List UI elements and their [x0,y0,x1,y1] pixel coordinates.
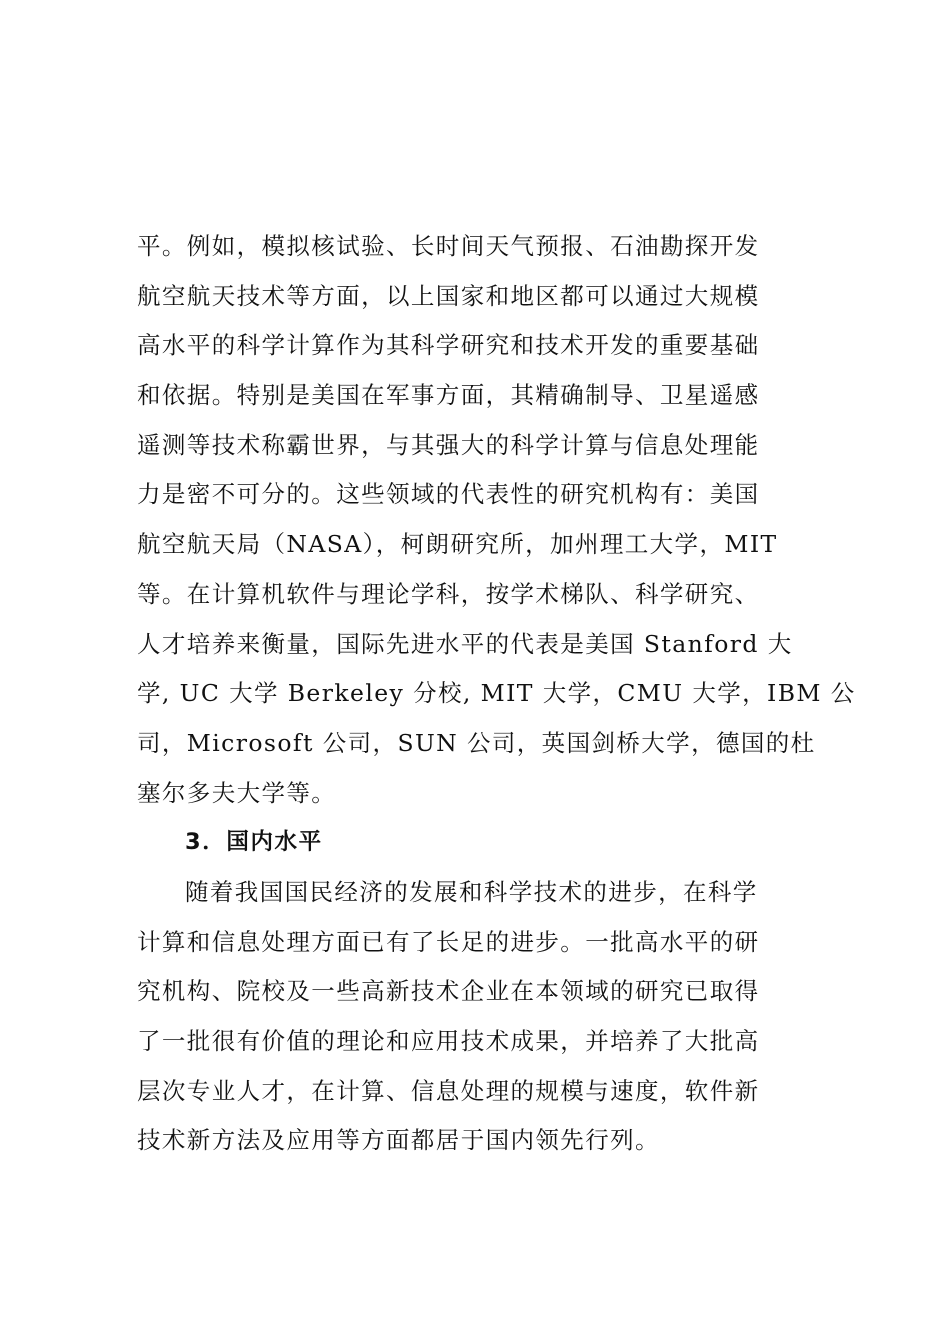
text-line: 人才培养来衡量，国际先进水平的代表是美国 Stanford 大 [137,629,793,658]
paragraph-domestic [137,868,827,1166]
text-line: 塞尔多夫大学等。 [137,778,337,807]
text-line: 计算和信息处理方面已有了长足的进步。一批高水平的研 [137,927,760,956]
text-line: 航空航天技术等方面，以上国家和地区都可以通过大规模 [137,281,760,310]
text-line: 学, UC 大学 Berkeley 分校, MIT 大学，CMU 大学，IBM 公 [137,679,856,708]
text-line: 了一批很有价值的理论和应用技术成果，并培养了大批高 [137,1027,760,1055]
section-heading: 3．国内水平 [185,829,323,856]
text-line: 随着我国国民经济的发展和科学技术的进步，在科学 [185,877,758,906]
text-line: 层次专业人才，在计算、信息处理的规模与速度，软件新 [137,1076,760,1105]
text-line: 航空航天局（NASA），柯朗研究所，加州理工大学，MIT [137,530,778,559]
paragraph-international [137,222,856,818]
text-line: 技术新方法及应用等方面都居于国内领先行列。 [137,1126,660,1155]
text-line: 等。在计算机软件与理论学科，按学术梯队、科学研究、 [137,579,760,608]
text-line: 高水平的科学计算作为其科学研究和技术开发的重要基础 [137,331,760,360]
body-text [137,222,856,1166]
text-line: 力是密不可分的。这些领域的代表性的研究机构有：美国 [137,480,760,509]
text-line: 平。例如，模拟核试验、长时间天气预报、石油勘探开发 [137,232,760,260]
text-line: 司，Microsoft 公司，SUN 公司，英国剑桥大学，德国的杜 [137,728,816,757]
text-line: 遥测等技术称霸世界，与其强大的科学计算与信息处理能 [137,430,760,459]
text-line: 究机构、院校及一些高新技术企业在本领域的研究已取得 [137,977,760,1006]
text-line: 和依据。特别是美国在军事方面，其精确制导、卫星遥感 [137,381,760,410]
